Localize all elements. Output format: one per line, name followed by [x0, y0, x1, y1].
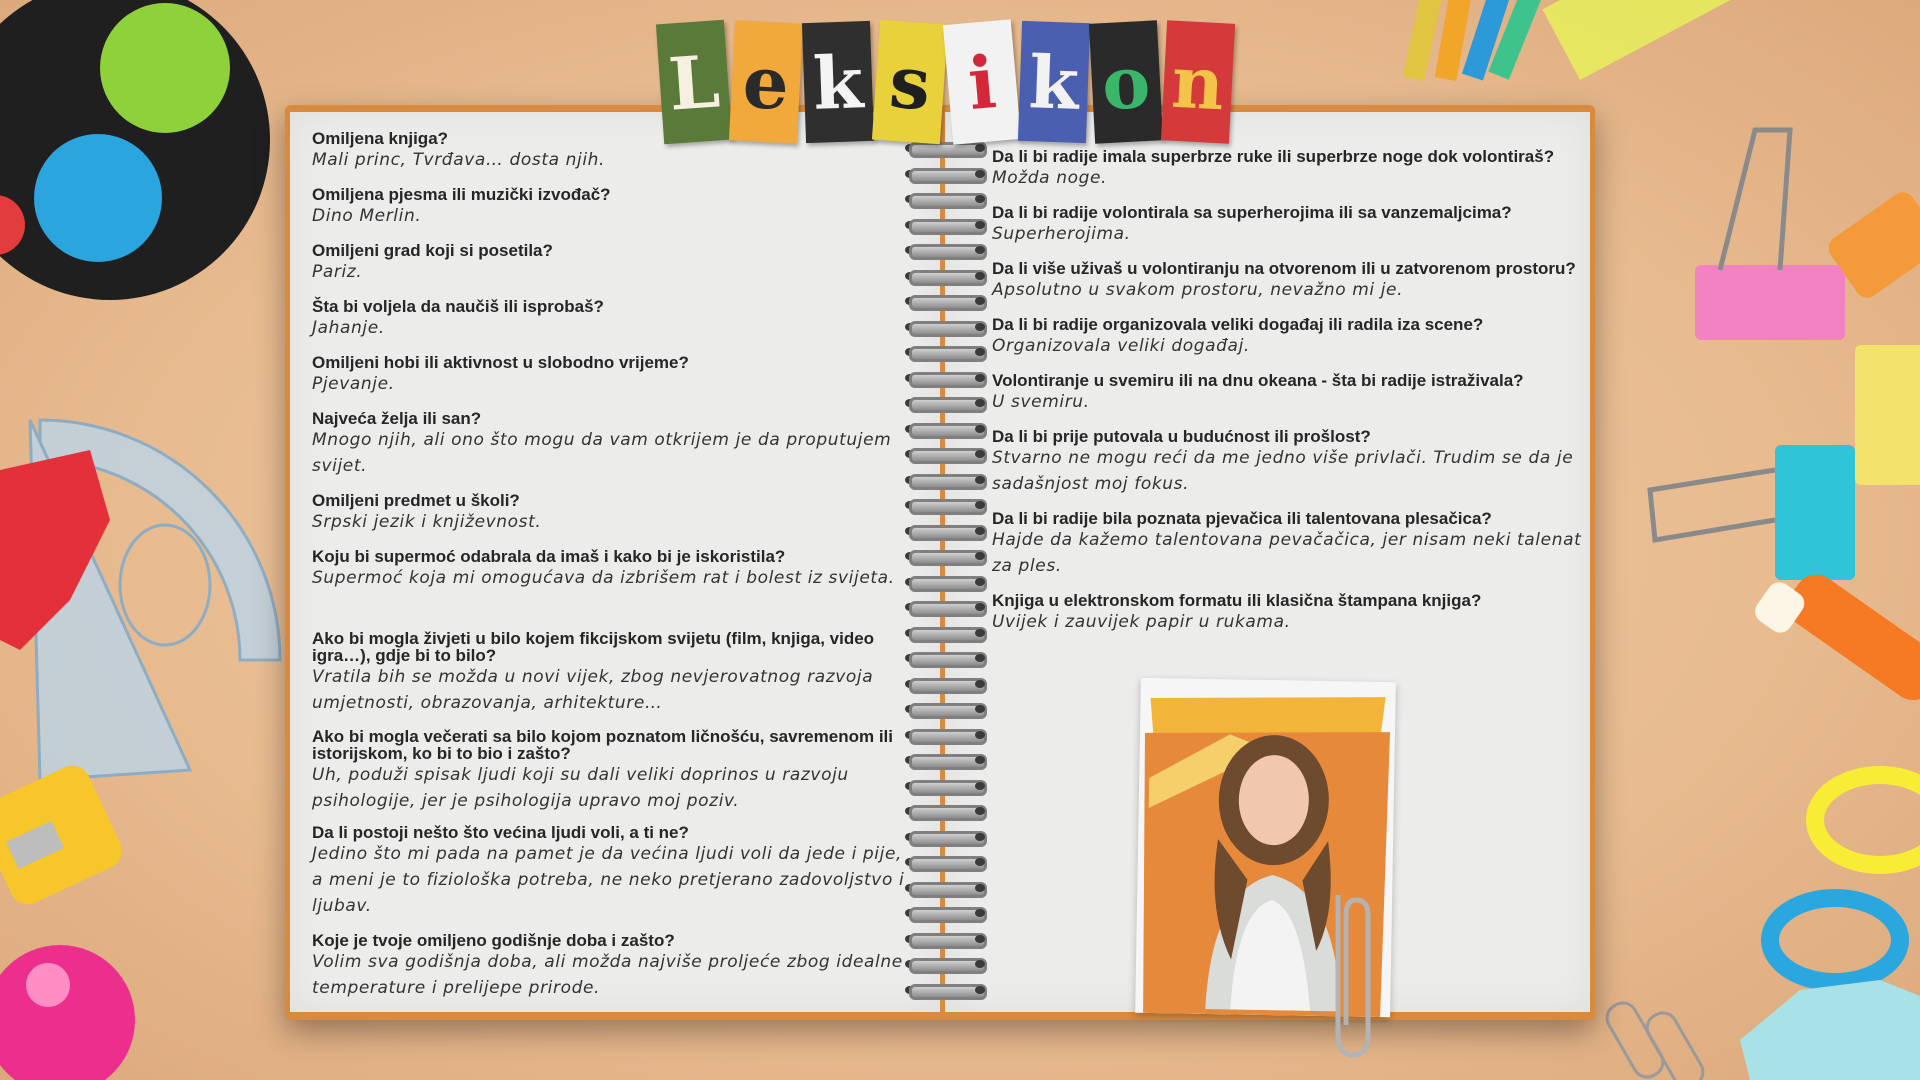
question: Omiljena pjesma ili muzički izvođač? — [312, 185, 611, 204]
title-letter: e — [729, 20, 803, 143]
spiral-coil — [905, 956, 985, 972]
spiral-coil — [905, 931, 985, 947]
qa-item — [312, 932, 912, 1001]
spiral-coil — [905, 293, 985, 309]
question: Volontiranje u svemiru ili na dnu okeana - šta bi radije istraživala? — [992, 371, 1524, 390]
spiral-coil — [905, 446, 985, 462]
spiral-coil — [905, 829, 985, 845]
question: Da li bi radije volontirala sa superherojima ili sa vanzemaljcima? — [992, 203, 1512, 222]
spiral-coil — [905, 599, 985, 615]
answer: Volim sva godišnja doba, ali možda najviše proljeće zbog idealne temperature i prelijepe prirode. — [312, 952, 903, 998]
title-letter: s — [872, 20, 948, 144]
answer: Vratila bih se možda u novi vijek, zbog nevjerovatnog razvoja umjetnosti, obrazovanja, arhitekture… — [312, 667, 874, 713]
spiral-coil — [905, 625, 985, 641]
spiral-coil — [905, 701, 985, 717]
qa-item — [312, 354, 689, 397]
paper-clip-icon — [1318, 885, 1378, 1065]
spiral-coil — [905, 752, 985, 768]
spiral-coil — [905, 778, 985, 794]
question: Da li više uživaš u volontiranju na otvorenom ili u zatvorenom prostoru? — [992, 259, 1576, 278]
answer: Mali princ, Tvrđava… dosta njih. — [312, 150, 606, 170]
qa-item — [312, 728, 912, 814]
answer: Jahanje. — [312, 318, 385, 338]
spiral-coil — [905, 880, 985, 896]
answer: Uvijek i zauvijek papir u rukama. — [992, 612, 1291, 632]
scissors-icon — [1770, 775, 1920, 982]
spiral-coil — [905, 803, 985, 819]
question: Koju bi supermoć odabrala da imaš i kako bi je iskoristila? — [312, 547, 786, 566]
question: Ako bi mogla večerati sa bilo kojom poznatom ličnošću, savremenom ili istorijskom, ko bi to bio i zašto? — [312, 727, 893, 763]
answer: Stvarno ne mogu reći da me jedno više privlači. Trudim se da je sadašnjost moj fokus. — [992, 448, 1574, 494]
spiral-coil — [905, 727, 985, 743]
qa-item — [992, 204, 1512, 247]
spiral-coil — [905, 574, 985, 590]
spiral-coil — [905, 905, 985, 921]
qa-item — [992, 592, 1481, 635]
question: Šta bi voljela da naučiš ili isprobaš? — [312, 297, 604, 316]
title-letter: n — [1161, 20, 1235, 143]
spiral-coil — [905, 982, 985, 998]
qa-item — [992, 372, 1524, 415]
title-letter: k — [1018, 21, 1090, 143]
question: Knjiga u elektronskom formatu ili klasična štampana knjiga? — [992, 591, 1482, 610]
answer: Supermoć koja mi omogućava da izbrišem rat i bolest iz svijeta. — [312, 568, 895, 588]
spiral-coil — [905, 319, 985, 335]
spiral-coil — [905, 854, 985, 870]
binder-clip-yellow-icon — [1855, 345, 1920, 485]
title-letter: L — [656, 20, 732, 144]
qa-item — [312, 186, 611, 229]
answer: Dino Merlin. — [312, 206, 422, 226]
question: Omiljeni hobi ili aktivnost u slobodno vrijeme? — [312, 353, 689, 372]
binder-clip-blue-icon — [1650, 445, 1855, 580]
qa-item — [992, 428, 1592, 497]
spiral-coil — [905, 344, 985, 360]
spiral-coil — [905, 421, 985, 437]
question: Da li bi prije putovala u budućnost ili prošlost? — [992, 427, 1371, 446]
title-letter: k — [802, 21, 874, 143]
question: Ako bi mogla živjeti u bilo kojem fikcijskom svijetu (film, knjiga, video igra…), gdje bi to bilo? — [312, 629, 875, 665]
binder-clip-pink-icon — [1695, 130, 1845, 340]
answer: U svemiru. — [992, 392, 1090, 412]
crumpled-paper-icon — [1740, 980, 1920, 1080]
question: Omiljena knjiga? — [312, 129, 449, 148]
answer: Pariz. — [312, 262, 363, 282]
answer: Organizovala veliki događaj. — [992, 336, 1250, 356]
answer: Možda noge. — [992, 168, 1108, 188]
question: Da li bi radije organizovala veliki događaj ili radila iza scene? — [992, 315, 1484, 334]
question: Najveća želja ili san? — [312, 409, 482, 428]
spiral-coil — [905, 370, 985, 386]
answer: Pjevanje. — [312, 374, 395, 394]
spiral-coil — [905, 523, 985, 539]
spiral-coil — [905, 548, 985, 564]
answer: Srpski jezik i književnost. — [312, 512, 542, 532]
question: Da li bi radije imala superbrze ruke ili superbrze noge dok volontiraš? — [992, 147, 1555, 166]
spiral-coil — [905, 395, 985, 411]
qa-item — [312, 298, 604, 341]
sharpener-icon — [0, 760, 128, 910]
question: Da li bi radije bila poznata pjevačica ili talentovana plesačica? — [992, 509, 1492, 528]
qa-item — [992, 260, 1576, 303]
leksikon-title — [660, 22, 1232, 142]
pen-icon — [1750, 566, 1920, 709]
notebook-spiral-binding — [905, 140, 985, 1020]
answer: Mnogo njih, ali ono što mogu da vam otkrijem je da proputujem svijet. — [312, 430, 892, 476]
qa-item — [312, 492, 541, 535]
qa-item — [992, 510, 1592, 579]
title-letter: i — [943, 19, 1021, 144]
question: Da li postoji nešto što većina ljudi voli, a ti ne? — [312, 823, 689, 842]
spiral-coil — [905, 676, 985, 692]
answer: Apsolutno u svakom prostoru, nevažno mi je. — [992, 280, 1404, 300]
spiral-coil — [905, 472, 985, 488]
spiral-coil — [905, 497, 985, 513]
spiral-coil — [905, 191, 985, 207]
question: Koje je tvoje omiljeno godišnje doba i zašto? — [312, 931, 675, 950]
answer: Jedino što mi pada na pamet je da većina ljudi voli da jede i pije, a meni je to fiziološka potreba, ne neko pretjerano zadovoljstvo i ljubav. — [312, 844, 905, 916]
spiral-coil — [905, 217, 985, 233]
pink-toy-icon — [0, 945, 135, 1080]
qa-item — [312, 548, 895, 591]
qa-item — [312, 130, 605, 173]
spiral-coil — [905, 650, 985, 666]
paper-clips-icon — [1602, 998, 1708, 1080]
answer: Uh, poduži spisak ljudi koji su dali veliki doprinos u razvoju psihologije, jer je psihologija upravo moj poziv. — [312, 765, 849, 811]
question: Omiljeni grad koji si posetila? — [312, 241, 553, 260]
qa-item — [992, 316, 1483, 359]
qa-item — [312, 630, 912, 716]
title-letter: o — [1089, 20, 1163, 143]
question: Omiljeni predmet u školi? — [312, 491, 520, 510]
spiral-coil — [905, 166, 985, 182]
answer: Hajde da kažemo talentovana pevačačica, jer nisam neki talenat za ples. — [992, 530, 1582, 576]
qa-item — [312, 242, 553, 285]
paint-palette-icon — [0, 0, 270, 300]
spiral-coil — [905, 268, 985, 284]
spiral-coil — [905, 242, 985, 258]
qa-item — [312, 824, 912, 919]
answer: Superherojima. — [992, 224, 1131, 244]
qa-item — [992, 148, 1554, 191]
ruler-icon — [1542, 0, 1915, 80]
qa-item — [312, 410, 912, 479]
colored-pencils-icon — [1403, 0, 1554, 81]
